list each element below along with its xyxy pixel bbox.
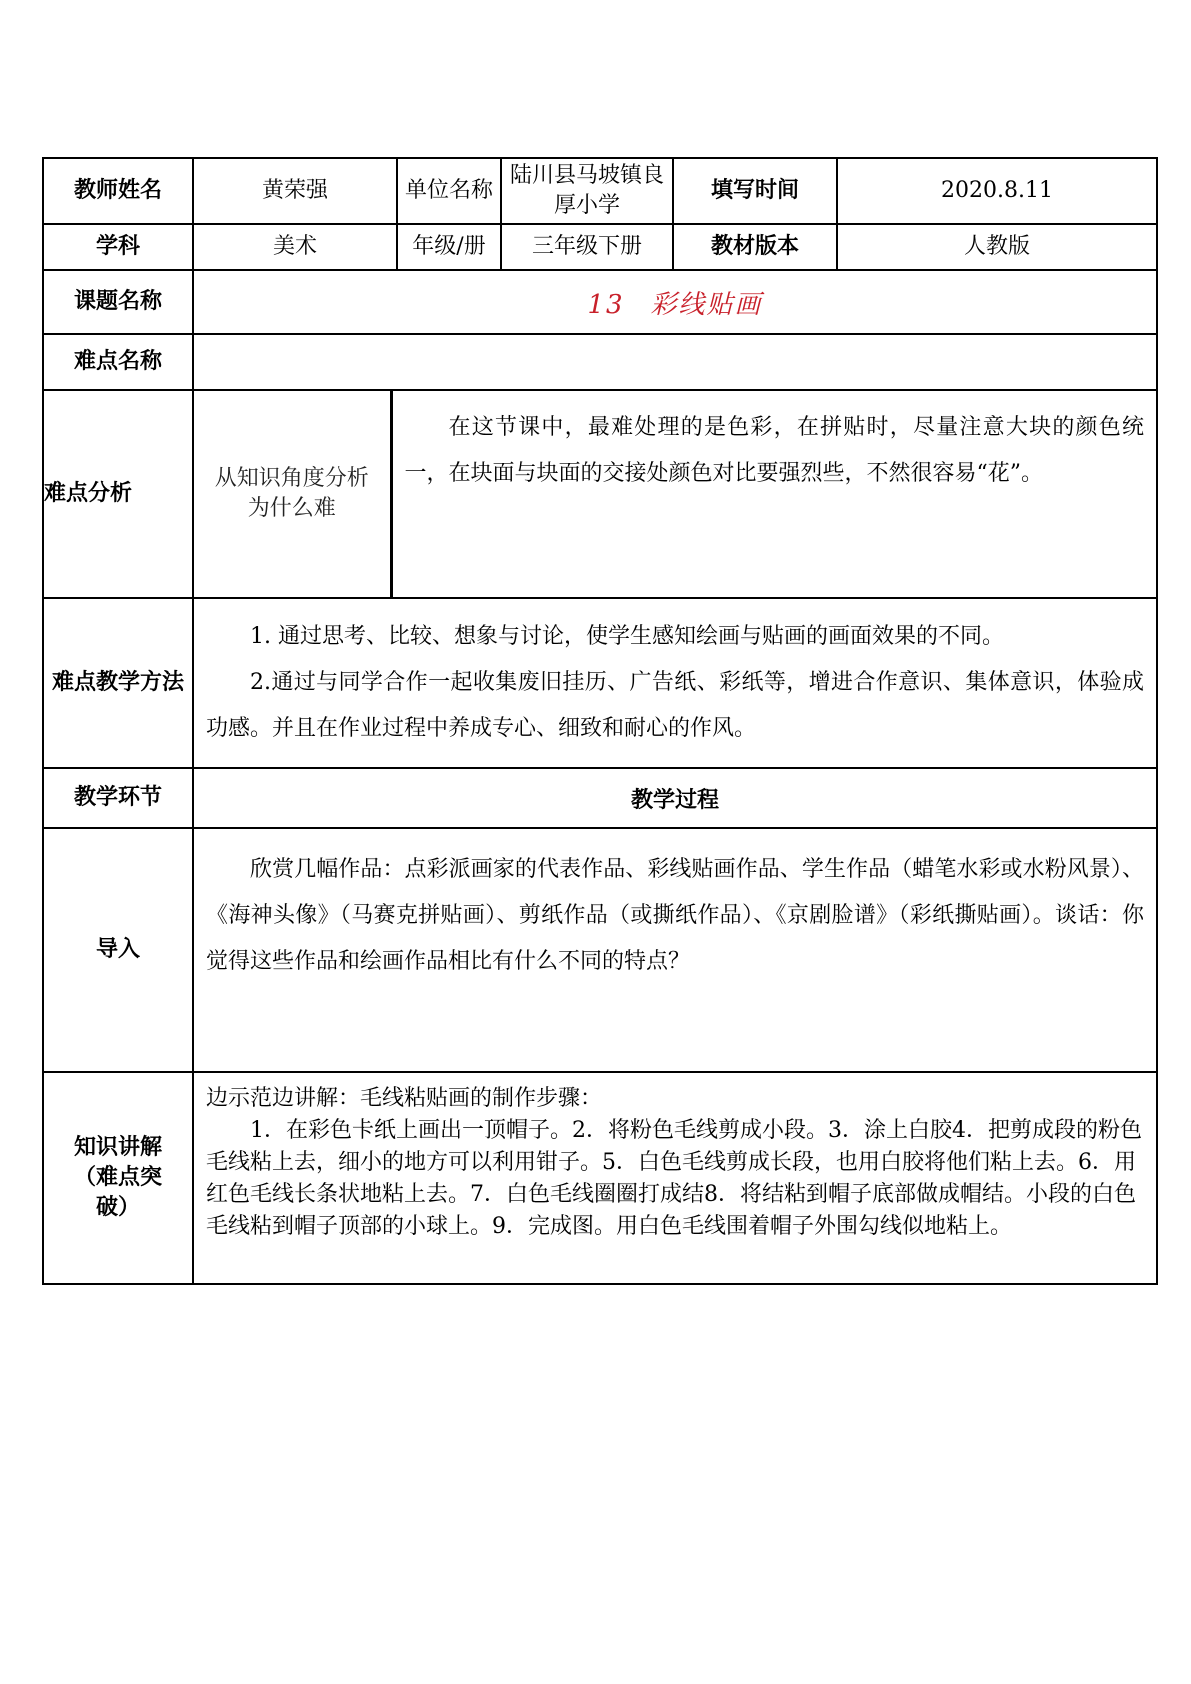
teacher-name: 黄荣强 — [193, 158, 397, 224]
row-difficulty-name — [43, 334, 1157, 390]
teacher-label: 教师姓名 — [43, 158, 193, 224]
row-subject — [43, 224, 1157, 270]
method-point-1: 1. 通过思考、比较、想象与讨论，使学生感知绘画与贴画的画面效果的不同。 — [250, 624, 1004, 649]
method-label: 难点教学方法 — [43, 598, 193, 768]
difficulty-name-value — [193, 334, 1157, 390]
fill-time-value: 2020.8.11 — [837, 158, 1157, 224]
lesson-form-table — [42, 157, 1158, 1285]
analysis-sublabel: 从知识角度分析为什么难 — [193, 390, 391, 598]
analysis-text-cell — [391, 390, 1157, 598]
method-text-cell — [193, 598, 1157, 768]
knowledge-text-cell — [193, 1072, 1157, 1284]
subject-label: 学科 — [43, 224, 193, 270]
unit-label: 单位名称 — [397, 158, 501, 224]
knowledge-label: 知识讲解（难点突破） — [43, 1072, 193, 1284]
unit-name: 陆川县马坡镇良厚小学 — [501, 158, 673, 224]
edition-label: 教材版本 — [673, 224, 837, 270]
knowledge-text: 1．在彩色卡纸上画出一顶帽子。2．将粉色毛线剪成小段。3．涂上白胶4．把剪成段的粉色毛线粘上去，细小的地方可以利用钳子。5．白色毛线剪成长段，也用白胶将他们粘上去。6．用红色毛线长条状地粘上去。7．白色毛线圈圈打成结8．将结粘到帽子底部做成帽结。小段的白色毛线粘到帽子顶部的小球上。9．完成图。用白色毛线围着帽子外围勾线似地粘上。 — [206, 1118, 1142, 1239]
title-label: 课题名称 — [43, 270, 193, 334]
row-title — [43, 270, 1157, 334]
lesson-title — [193, 270, 1157, 334]
fill-time-label: 填写时间 — [673, 158, 837, 224]
lesson-title-number: 13 — [587, 289, 625, 320]
lesson-title-text: 彩线贴画 — [650, 289, 763, 320]
edition-value: 人教版 — [837, 224, 1157, 270]
row-analysis — [43, 390, 1157, 598]
subject-value: 美术 — [193, 224, 397, 270]
step-label: 教学环节 — [43, 768, 193, 828]
method-point-2: 2.通过与同学合作一起收集废旧挂历、广告纸、彩纸等，增进合作意识、集体意识，体验成功感。并且在作业过程中养成专心、细致和耐心的作风。 — [206, 670, 1145, 741]
difficulty-name-label: 难点名称 — [43, 334, 193, 390]
row-method — [43, 598, 1157, 768]
row-knowledge — [43, 1072, 1157, 1284]
knowledge-intro: 边示范边讲解：毛线粘贴画的制作步骤： — [206, 1086, 603, 1111]
grade-value: 三年级下册 — [501, 224, 673, 270]
row-process-heading — [43, 768, 1157, 828]
intro-text: 欣赏几幅作品：点彩派画家的代表作品、彩线贴画作品、学生作品（蜡笔水彩或水粉风景）、《海神头像》（马赛克拼贴画）、剪纸作品（或撕纸作品）、《京剧脸谱》（彩纸撕贴画）。谈话：你觉得这些作品和绘画作品相比有什么不同的特点？ — [206, 857, 1145, 974]
analysis-text: 在这节课中，最难处理的是色彩，在拼贴时，尽量注意大块的颜色统一，在块面与块面的交接处颜色对比要强烈些，不然很容易“花”。 — [404, 415, 1145, 486]
row-intro — [43, 828, 1157, 1072]
intro-text-cell — [193, 828, 1157, 1072]
process-label: 教学过程 — [193, 768, 1157, 828]
grade-label: 年级/册 — [397, 224, 501, 270]
row-teacher — [43, 158, 1157, 224]
analysis-label: 难点分析 — [43, 390, 193, 598]
intro-label: 导入 — [43, 828, 193, 1072]
